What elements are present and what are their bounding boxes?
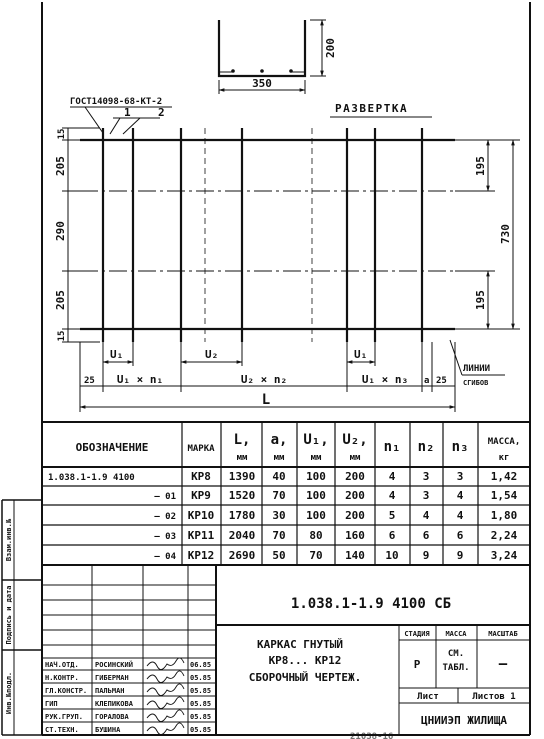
- spec-cell: 4: [422, 509, 430, 522]
- spec-cell: 4: [456, 509, 464, 522]
- spec-table-header: [76, 432, 521, 463]
- spec-cell: 5: [388, 509, 396, 522]
- doc-title-3: СБОРОЧНЫЙ ЧЕРТЕЖ.: [248, 671, 362, 684]
- spec-cell: 200: [345, 470, 365, 483]
- spec-cell: 6: [388, 529, 396, 542]
- frame-pattern: [80, 128, 455, 342]
- th-n2: n₂: [417, 439, 435, 455]
- left-dim-205-bottom: 205: [54, 290, 67, 310]
- spec-cell: КР10: [187, 509, 215, 522]
- sheets-label: Листов 1: [472, 692, 516, 702]
- staff-role: ГИП: [45, 700, 58, 708]
- signature-mark: [147, 697, 184, 709]
- stage-value: Р: [413, 658, 421, 671]
- doc-title-2: КР8... КР12: [268, 654, 342, 667]
- doc-title-1: КАРКАС ГНУТЫЙ: [256, 638, 344, 651]
- spec-cell: 80: [309, 529, 323, 542]
- th-oboznachenie: ОБОЗНАЧЕНИЕ: [75, 441, 149, 454]
- spec-table-body: [48, 470, 518, 562]
- spec-cell: 30: [272, 509, 286, 522]
- spec-cell: 2690: [228, 549, 256, 562]
- staff-role: НАЧ.ОТД.: [45, 661, 79, 669]
- spec-cell-designation: – 04: [154, 552, 176, 562]
- gost-leader: [70, 107, 172, 134]
- th-u2: U₂,: [342, 432, 368, 448]
- spec-cell-designation: – 02: [154, 512, 176, 522]
- spec-cell-designation: – 03: [154, 532, 176, 542]
- bend-lines-label-1: ЛИНИИ: [463, 364, 491, 374]
- right-dim-195-top: 195: [474, 156, 487, 176]
- th-marka: МАРКА: [187, 444, 215, 454]
- th-n3: n₃: [451, 439, 469, 455]
- profile-dims: [219, 20, 326, 94]
- left-dim-15-bottom: 15: [57, 330, 67, 342]
- profile-height: 200: [324, 38, 337, 58]
- th-L-unit: мм: [236, 453, 248, 463]
- mark-2: 2: [158, 106, 165, 119]
- spec-cell: 200: [345, 509, 365, 522]
- spec-cell: 2,24: [490, 529, 518, 542]
- staff-date: 05.85: [190, 674, 212, 682]
- scale-header: МАСШТАБ: [488, 630, 518, 638]
- spec-cell: 4: [456, 489, 464, 502]
- sheet-label: Лист: [417, 692, 439, 702]
- spec-cell: 10: [385, 549, 399, 562]
- signature-mark: [147, 671, 184, 683]
- spec-cell: 6: [456, 529, 464, 542]
- staff-date: 05.85: [190, 687, 212, 695]
- spec-cell-designation: – 01: [154, 492, 176, 502]
- spec-cell: 100: [306, 470, 326, 483]
- staff-date: 05.85: [190, 726, 212, 734]
- left-dim-15-top: 15: [57, 128, 67, 140]
- dim-u1-n3: U₁ × n₃: [361, 373, 409, 386]
- profile-width: 350: [252, 77, 272, 90]
- spec-cell: 4: [388, 470, 396, 483]
- spec-cell: КР11: [187, 529, 215, 542]
- dim-u1-right: U₁: [354, 348, 368, 361]
- spec-cell: 1,54: [490, 489, 518, 502]
- spec-cell: 70: [272, 529, 286, 542]
- th-u1: U₁,: [303, 432, 329, 448]
- dim-u2: U₂: [205, 348, 219, 361]
- bottom-stamp: 21038-16: [350, 732, 394, 739]
- dim-25-left: 25: [84, 376, 95, 386]
- scale-value: —: [498, 656, 508, 672]
- spec-cell: 3,24: [490, 549, 518, 562]
- spec-cell: 1390: [228, 470, 256, 483]
- staff-name: ГОРАЛОВА: [95, 713, 129, 721]
- staff-name: ГИБЕРМАН: [95, 674, 129, 682]
- doc-code: 1.038.1-1.9 4100 СБ: [290, 596, 452, 612]
- right-dim-730: 730: [499, 224, 512, 244]
- spec-cell: 6: [422, 529, 430, 542]
- spec-cell: 3: [456, 470, 464, 483]
- th-a-unit: мм: [273, 453, 285, 463]
- spec-cell: 40: [272, 470, 286, 483]
- spec-cell: 9: [422, 549, 430, 562]
- staff-name: БУШИНА: [95, 726, 121, 734]
- spec-cell: КР12: [187, 549, 215, 562]
- dim-25-right: 25: [436, 376, 447, 386]
- spec-cell: 3: [422, 470, 430, 483]
- spec-cell: 160: [345, 529, 365, 542]
- spec-cell: 70: [272, 489, 286, 502]
- signature-mark: [147, 658, 184, 670]
- staff-role: ГЛ.КОНСТР.: [45, 687, 88, 695]
- th-L: L,: [233, 432, 251, 448]
- left-dim-290: 290: [54, 221, 67, 241]
- mass-value-2: ТАБЛ.: [442, 663, 470, 673]
- signature-mark: [147, 723, 184, 735]
- gost-label: ГОСТ14098-68-КТ-2: [70, 97, 163, 107]
- th-massa: МАССА,: [487, 437, 521, 447]
- spec-cell: КР9: [191, 489, 211, 502]
- spec-cell: 1,42: [490, 470, 518, 483]
- right-dim-195-bottom: 195: [474, 290, 487, 310]
- side-label-podpis: Подпись и дата: [5, 585, 13, 645]
- mark-1: 1: [124, 106, 131, 119]
- spec-cell: 2040: [228, 529, 256, 542]
- spec-cell: 1520: [228, 489, 256, 502]
- spec-cell: 1,80: [490, 509, 518, 522]
- staff-role: СТ.ТЕХН.: [45, 726, 79, 734]
- staff-role: Н.КОНТР.: [45, 674, 79, 682]
- spec-cell-designation: 1.038.1-1.9 4100: [48, 473, 135, 483]
- staff-date: 05.85: [190, 713, 212, 721]
- staff-date: 05.85: [190, 700, 212, 708]
- staff-role: РУК.ГРУП.: [45, 713, 83, 721]
- spec-cell: 70: [309, 549, 323, 562]
- left-dim-205-top: 205: [54, 156, 67, 176]
- staff-date: 06.85: [190, 661, 212, 669]
- signature-mark: [147, 684, 184, 696]
- spec-cell: КР8: [191, 470, 211, 483]
- th-u2-unit: мм: [349, 453, 361, 463]
- stage-header: СТАДИЯ: [404, 630, 430, 638]
- dim-u1-left: U₁: [110, 348, 124, 361]
- th-massa-unit: кг: [498, 453, 510, 463]
- staff-name: ПАЛЬМАН: [95, 687, 125, 695]
- staff-name: РОСИНСКИЙ: [95, 661, 133, 669]
- spec-cell: 100: [306, 509, 326, 522]
- razvertka-label: РАЗВЕРТКА: [335, 102, 409, 115]
- profile-section: [219, 20, 305, 76]
- spec-cell: 1780: [228, 509, 256, 522]
- signature-mark: [147, 710, 184, 722]
- th-a: a,: [270, 432, 288, 448]
- left-dim-chain: [62, 128, 100, 342]
- spec-cell: 3: [422, 489, 430, 502]
- spec-cell: 50: [272, 549, 286, 562]
- th-u1-unit: мм: [310, 453, 322, 463]
- side-label-vzam: Взам.инв.№: [5, 518, 13, 562]
- organization: ЦНИИЭП ЖИЛИЩА: [420, 714, 508, 727]
- spec-cell: 200: [345, 489, 365, 502]
- mass-value-1: СМ.: [447, 649, 465, 659]
- dim-u2-n2: U₂ × n₂: [240, 373, 288, 386]
- side-label-inv: Инв.№подл.: [5, 671, 13, 715]
- dim-a: a: [424, 376, 430, 386]
- th-n1: n₁: [383, 439, 401, 455]
- spec-cell: 4: [388, 489, 396, 502]
- mass-header: МАССА: [445, 630, 467, 638]
- spec-cell: 9: [456, 549, 464, 562]
- spec-cell: 100: [306, 489, 326, 502]
- dim-L: L: [261, 392, 271, 408]
- spec-cell: 140: [345, 549, 365, 562]
- bend-lines-label-2: СГИБОВ: [463, 379, 489, 387]
- dim-u1-n1: U₁ × n₁: [116, 373, 164, 386]
- staff-name: КЛЕПИКОВА: [95, 700, 133, 708]
